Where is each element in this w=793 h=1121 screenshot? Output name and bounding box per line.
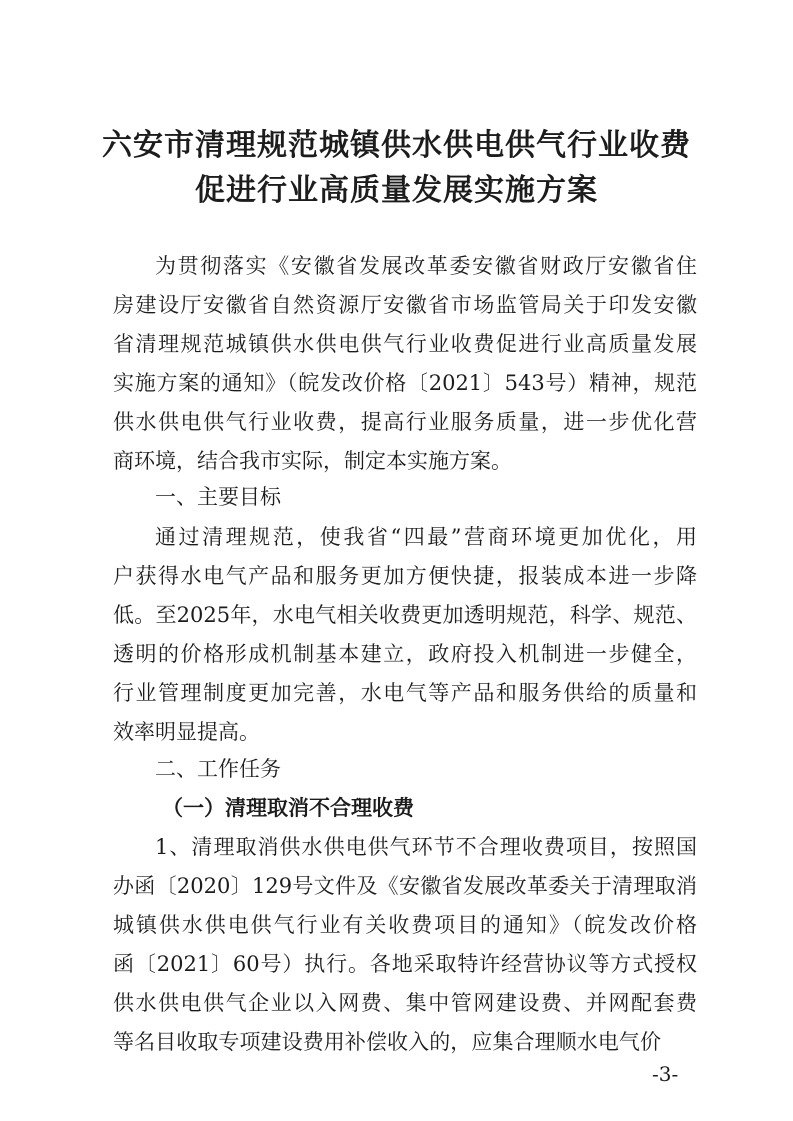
intro-line: 房建设厅安徽省自然资源厅安徽省市场监管局关于印发安徽	[113, 293, 697, 317]
intro-line: 实施方案的通知》（皖发改价格〔2021〕543号）精神，规范	[113, 371, 697, 395]
subsection1-line: 等名目收取专项建设费用补偿收入的，应集合理顺水电气价	[113, 1030, 661, 1054]
document-title-line-2: 促进行业高质量发展实施方案	[195, 173, 598, 208]
subsection-heading: （一）清理取消不合理收费	[162, 795, 414, 820]
section1-line: 低。至2025年，水电气相关收费更加透明规范，科学、规范、	[113, 603, 697, 627]
document-title-line-1: 六安市清理规范城镇供水供电供气行业收费	[102, 128, 691, 163]
page-number: -3-	[652, 1062, 679, 1086]
section1-line: 户获得水电气产品和服务更加方便快捷，报装成本进一步降	[113, 564, 697, 588]
subsection1-line: 城镇供水供电供气行业有关收费项目的通知》（皖发改价格	[113, 913, 697, 937]
section-heading: 二、工作任务	[155, 757, 281, 781]
subsection1-line: 函〔2021〕60号）执行。各地采取特许经营协议等方式授权	[113, 952, 697, 976]
intro-line: 供水供电供气行业收费，提高行业服务质量，进一步优化营	[113, 410, 697, 434]
section1-line: 行业管理制度更加完善，水电气等产品和服务供给的质量和	[113, 681, 697, 705]
subsection1-line: 1、清理取消供水供电供气环节不合理收费项目，按照国	[155, 835, 697, 859]
intro-line: 为贯彻落实《安徽省发展改革委安徽省财政厅安徽省住	[155, 254, 697, 278]
intro-line: 商环境，结合我市实际，制定本实施方案。	[113, 449, 512, 473]
section1-line: 通过清理规范，使我省“四最”营商环境更加优化，用	[155, 525, 697, 549]
subsection1-line: 供水供电供气企业以入网费、集中管网建设费、并网配套费	[113, 991, 697, 1015]
section1-line: 效率明显提高。	[113, 720, 260, 744]
section1-line: 透明的价格形成机制基本建立，政府投入机制进一步健全，	[113, 642, 697, 666]
intro-line: 省清理规范城镇供水供电供气行业收费促进行业高质量发展	[113, 332, 697, 356]
section-heading: 一、主要目标	[155, 485, 281, 509]
subsection1-line: 办函〔2020〕129号文件及《安徽省发展改革委关于清理取消	[113, 874, 697, 898]
